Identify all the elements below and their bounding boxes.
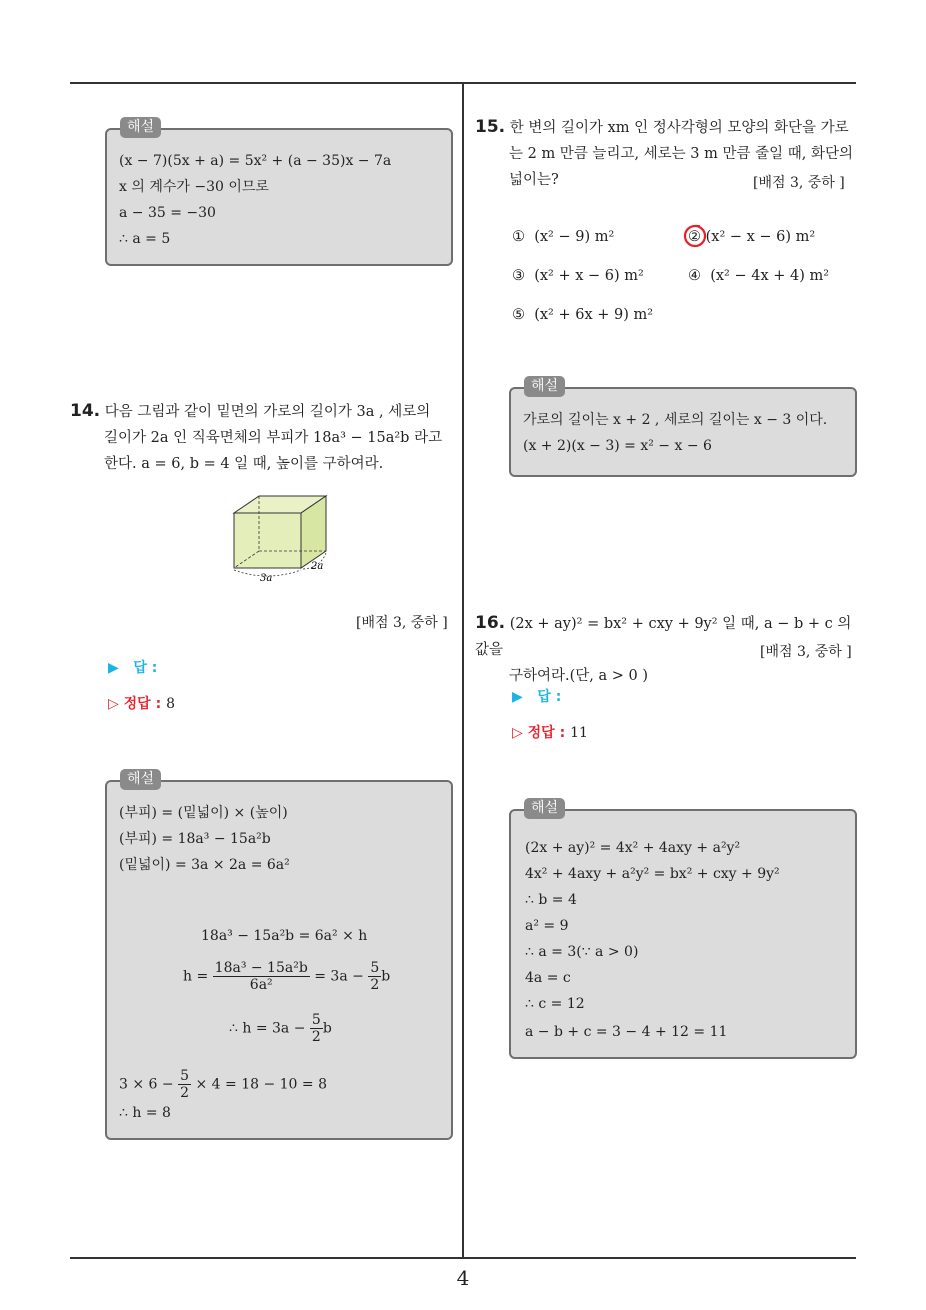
solution-calc: 3 × 6 − $\frac{5}{2}$ × 4 = 18 − 10 = 8 — [119, 1068, 327, 1101]
correct-arrow-icon: ▷ — [108, 696, 119, 712]
solution-line: a − 35 = −30 — [119, 205, 216, 221]
question-line: 16. (2x + ay)² = bx² + cxy + 9y² 일 때, a − b + c 의 값을 — [475, 613, 852, 658]
answer-arrow-icon: ▶ — [108, 660, 119, 676]
question-number: 14. — [70, 401, 101, 421]
question-line: 14. 다음 그림과 같이 밑면의 가로의 길이가 3a , 세로의 — [70, 401, 431, 421]
correct-label: 정답 : — [123, 696, 162, 712]
answer-label: 답 : — [537, 689, 562, 705]
solution-line: ∴ h = 8 — [119, 1105, 171, 1121]
q15-option-3[interactable]: ③ (x² + x − 6) m² — [512, 268, 644, 284]
solution-line: ∴ a = 5 — [119, 231, 171, 247]
solution-line: 4a = c — [525, 970, 571, 986]
solution-line: ∴ b = 4 — [525, 892, 577, 908]
solution-tag: 해설 — [120, 769, 161, 790]
solution-tag: 해설 — [524, 798, 565, 819]
q16-score: [배점 3, 중하 ] — [760, 644, 852, 660]
q14-answer-row — [108, 657, 157, 677]
question-line: 는 2 m 만큼 늘리고, 세로는 3 m 만큼 줄일 때, 화단의 — [509, 146, 853, 162]
fraction: $\frac{5}{2}$ — [370, 960, 380, 993]
q14-question — [70, 398, 460, 477]
correct-value: 11 — [570, 725, 588, 741]
q16-solution-box — [509, 809, 857, 1059]
correct-value: 8 — [166, 696, 175, 712]
question-line: 길이가 2a 인 직육면체의 부피가 18a³ − 15a²b 라고 — [104, 430, 443, 446]
question-line: 넓이는? — [509, 172, 559, 188]
question-number: 16. — [475, 613, 506, 633]
question-line: 15. 한 변의 길이가 xm 인 정사각형의 모양의 화단을 가로 — [475, 117, 849, 137]
solution-line: a² = 9 — [525, 918, 569, 934]
q14-solution-box — [105, 780, 453, 1140]
answer-arrow-icon: ▶ — [512, 689, 523, 705]
question-line: 구하여라.(단, a > 0 ) — [509, 668, 649, 684]
solution-line: x 의 계수가 −30 이므로 — [119, 179, 269, 195]
solution-line: (x + 2)(x − 3) = x² − x − 6 — [523, 438, 712, 454]
solution-line: (부피) = 18a³ − 15a²b — [119, 831, 271, 847]
q15-option-5[interactable]: ⑤ (x² + 6x + 9) m² — [512, 307, 654, 323]
solution-therefore-h: ∴ h = 3a − $\frac{5}{2}$ b — [229, 1012, 332, 1045]
solution-line: 18a³ − 15a²b = 6a² × h — [201, 928, 368, 944]
solution-line: (x − 7)(5x + a) = 5x² + (a − 35)x − 7a — [119, 153, 392, 169]
q15-solution-box — [509, 387, 857, 477]
solution-line: (밑넓이) = 3a × 2a = 6a² — [119, 857, 290, 873]
column-divider — [462, 84, 464, 1258]
solution-line: (2x + ay)² = 4x² + 4axy + a²y² — [525, 840, 741, 856]
question-number: 15. — [475, 117, 506, 137]
solution-line: (부피) = (밑넓이) × (높이) — [119, 805, 288, 821]
correct-label: 정답 : — [527, 725, 566, 741]
q14-score: [배점 3, 중하 ] — [356, 615, 448, 631]
figure-label-depth: 2a — [311, 561, 324, 572]
answer-label: 답 : — [133, 660, 158, 676]
q15-score: [배점 3, 중하 ] — [753, 175, 845, 191]
q15-option-4[interactable]: ④ (x² − 4x + 4) m² — [688, 268, 830, 284]
q16-answer-row — [512, 686, 561, 706]
correct-arrow-icon: ▷ — [512, 725, 523, 741]
bottom-rule — [70, 1257, 856, 1259]
q13-solution-box — [105, 128, 453, 266]
solution-line: a − b + c = 3 − 4 + 12 = 11 — [525, 1024, 728, 1040]
solution-line: 가로의 길이는 x + 2 , 세로의 길이는 x − 3 이다. — [523, 412, 828, 428]
figure-label-width: 3a — [260, 573, 273, 584]
solution-line: ∴ c = 12 — [525, 996, 585, 1012]
page-number: 4 — [456, 1266, 470, 1290]
solution-line: 4x² + 4axy + a²y² = bx² + cxy + 9y² — [525, 866, 780, 882]
fraction: $\frac{5}{2}$ — [311, 1012, 321, 1045]
q15-option-2[interactable]: ② (x² − x − 6) m² — [688, 229, 816, 245]
fraction: $\frac{5}{2}$ — [180, 1068, 190, 1101]
cuboid-figure — [225, 492, 335, 584]
solution-line: ∴ a = 3(∵ a > 0) — [525, 944, 639, 960]
solution-h-equation: h = $\frac{\text{18a³ − 15a²b}}{\text{6a²}}$ = 3a − $\frac{5}{2}$ b — [183, 960, 391, 993]
q16-correct-row — [512, 722, 588, 742]
fraction: $\frac{\text{18a³ − 15a²b}}{\text{6a²}}$ — [214, 960, 308, 993]
solution-tag: 해설 — [120, 117, 161, 138]
solution-tag: 해설 — [524, 376, 565, 397]
q15-option-1[interactable]: ① (x² − 9) m² — [512, 229, 615, 245]
selected-answer-circle-icon — [682, 223, 710, 251]
question-line: 한다. a = 6, b = 4 일 때, 높이를 구하여라. — [104, 456, 384, 472]
q14-correct-row — [108, 693, 175, 713]
